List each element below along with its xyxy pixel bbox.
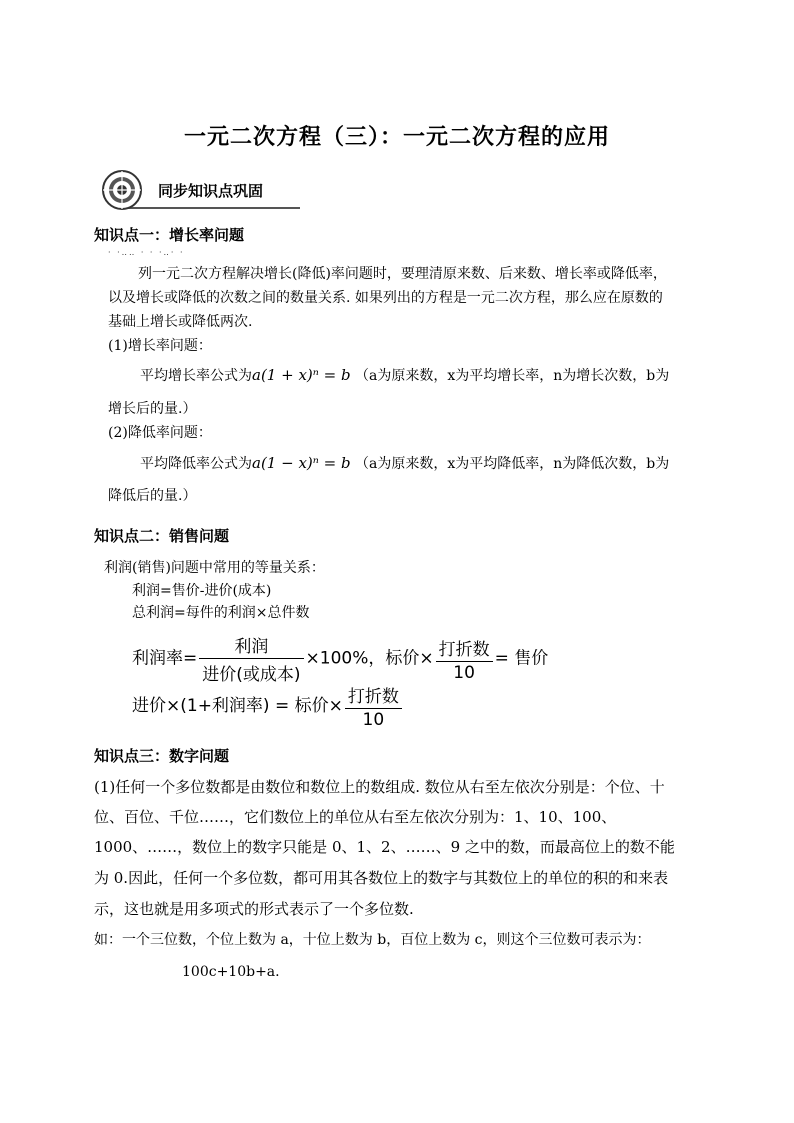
dotted-line: · ·‥‥ · · ·‥· · [108,248,185,257]
item1-line [140,363,669,388]
item2-prefix: 平均降低率公式为 [140,456,252,472]
f2-numerator: 打折数 [345,682,402,709]
section3-line1: (1)任何一个多位数都是由数位和数位上的数组成. 数位从右至左依次分别是：个位、十 [94,778,665,796]
f1-denominator: 进价(或成本) [202,665,301,685]
discount-fraction [436,635,493,683]
item1-label: (1)增长率问题： [108,338,212,354]
item2-suffix: （a为原来数，x为平均降低率，n为降低次数，b为 [355,456,670,472]
growth-formula: a(1 + x)ⁿ = b [252,366,351,384]
example-result: 100c+10b+a. [182,964,280,980]
item2-label: (2)降低率问题： [108,425,212,441]
item2-line [140,451,669,476]
f1-left: 利润率= [132,648,198,669]
f2-left: 进价×(1+利润率) = 标价× [132,696,343,716]
section3-line2: 位、百位、千位……，它们数位上的单位从右至左依次分别为：1、10、100、 [94,808,617,826]
profit-line: 利润=售价-进价(成本) [132,583,272,599]
item1-suffix: （a为原来数，x为平均增长率，n为增长次数，b为 [355,368,670,384]
discount-fraction-2 [345,682,402,730]
section1-intro-line2: 以及增长或降低的次数之间的数量关系. 如果列出的方程是一元二次方程，那么应在原数的 [108,290,663,306]
total-profit-line: 总利润=每件的利润×总件数 [132,605,310,621]
f1-numerator2: 打折数 [436,635,493,662]
section3-heading: 知识点三：数字问题 [94,747,230,765]
f1-numerator: 利润 [199,632,303,659]
decline-formula: a(1 − x)ⁿ = b [252,454,351,472]
item1-prefix: 平均增长率公式为 [140,368,252,384]
banner-label: 同步知识点巩固 [158,182,264,200]
section2-heading: 知识点二：销售问题 [94,527,230,545]
f1-denominator2: 10 [453,662,475,683]
item1-continued: 增长后的量.） [108,401,197,417]
cost-price-formula [132,682,404,730]
section3-line4: 为 0.因此，任何一个多位数，都可用其各数位上的数字与其数位上的单位的积的和来表 [94,869,669,887]
section2-intro: 利润(销售)问题中常用的等量关系： [104,560,325,576]
section1-intro-line3: 基础上增长或降低两次. [108,314,253,330]
section1-intro-line1: 列一元二次方程解决增长(降低)率问题时，要理清原来数、后来数、增长率或降低率， [138,266,667,282]
example-text: 如：一个三位数，个位上数为 a，十位上数为 b，百位上数为 c，则这个三位数可表示为： [94,932,651,948]
f2-denominator: 10 [362,710,385,730]
profit-rate-formula [132,632,548,685]
item2-continued: 降低后的量.） [108,488,197,504]
section3-line5: 示，这也就是用多项式的形式表示了一个多位数. [94,900,414,918]
profit-fraction [199,632,303,685]
section3-line3: 1000、……，数位上的数字只能是 0、1、2、……、9 之中的数，而最高位上的数不能 [94,838,675,856]
f1-right: = 售价 [494,648,549,669]
section1-heading: 知识点一：增长率问题 [94,226,245,244]
target-icon [100,168,144,212]
f1-mid: ×100%，标价× [305,648,434,669]
page-title: 一元二次方程（三）：一元二次方程的应用 [183,124,610,150]
